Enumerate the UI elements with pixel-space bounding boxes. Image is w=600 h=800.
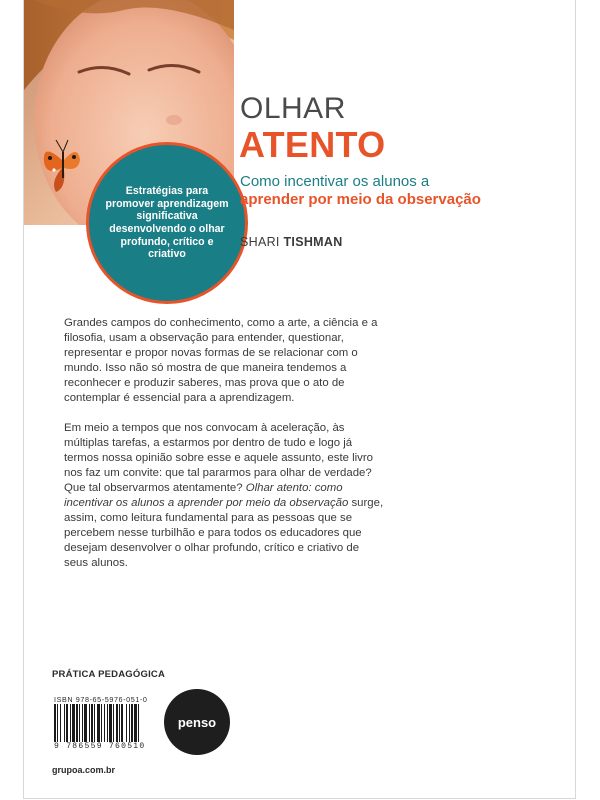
isbn-label: ISBN 978-65-5976-051-0: [54, 695, 148, 704]
category-label: PRÁTICA PEDAGÓGICA: [52, 669, 166, 680]
blurb-paragraph-2: [64, 421, 384, 572]
book-subtitle-line-2: aprender por meio da observação: [240, 191, 481, 208]
book-title-line-1: OLHAR: [240, 92, 346, 125]
strategy-badge: [86, 142, 248, 304]
blurb-paragraph-1: Grandes campos do conhecimento, como a arte, a ciência e a filosofia, usam a observação para entender, questionar, representar e propor novas formas de se relacionar com o mundo. Isso não só mostra de que maneira tendemos a reconhecer e produzir saberes, mas prova que o ato de contemplar é essencial para a aprendizagem.: [64, 317, 378, 405]
book-back-cover: [23, 0, 576, 799]
publisher-website: grupoa.com.br: [52, 765, 116, 775]
publisher-logo: [164, 689, 230, 755]
badge-text: Estratégias para promover aprendizagem significativa desenvolvendo o olhar profundo, crítico e criativo: [105, 185, 229, 261]
blurb: [64, 316, 384, 586]
author-first-name: SHARI: [240, 235, 280, 249]
blurb-paragraph-2-start: Em meio a tempos que nos convocam à aceleração, às múltiplas tarefas, a estarmos por dentro de tudo e logo já termos nossa opinião sobre esse e aquele assunto, este livro nos faz um convite: que tal pararmos para olhar de verdade? Que tal observarmos atentamente?: [64, 421, 373, 494]
book-title-line-2: ATENTO: [239, 124, 386, 165]
blurb-paragraph-2-end: surge, assim, como leitura fundamental para as pessoas que se percebem nesse turbilhão e para todos os educadores que desejam desenvolver o olhar profundo, crítico e criativo de seus alunos.: [64, 497, 384, 570]
barcode: [54, 704, 172, 742]
author-name: [240, 235, 343, 249]
author-last-name: TISHMAN: [283, 235, 343, 249]
book-subtitle-line-1: Como incentivar os alunos a: [240, 173, 430, 190]
barcode-digits: 9 786559 760510: [54, 742, 146, 751]
blurb-book-title-italic: Olhar atento: como incentivar os alunos a aprender por meio da observação: [64, 481, 349, 510]
publisher-logo-text: penso: [177, 714, 217, 730]
